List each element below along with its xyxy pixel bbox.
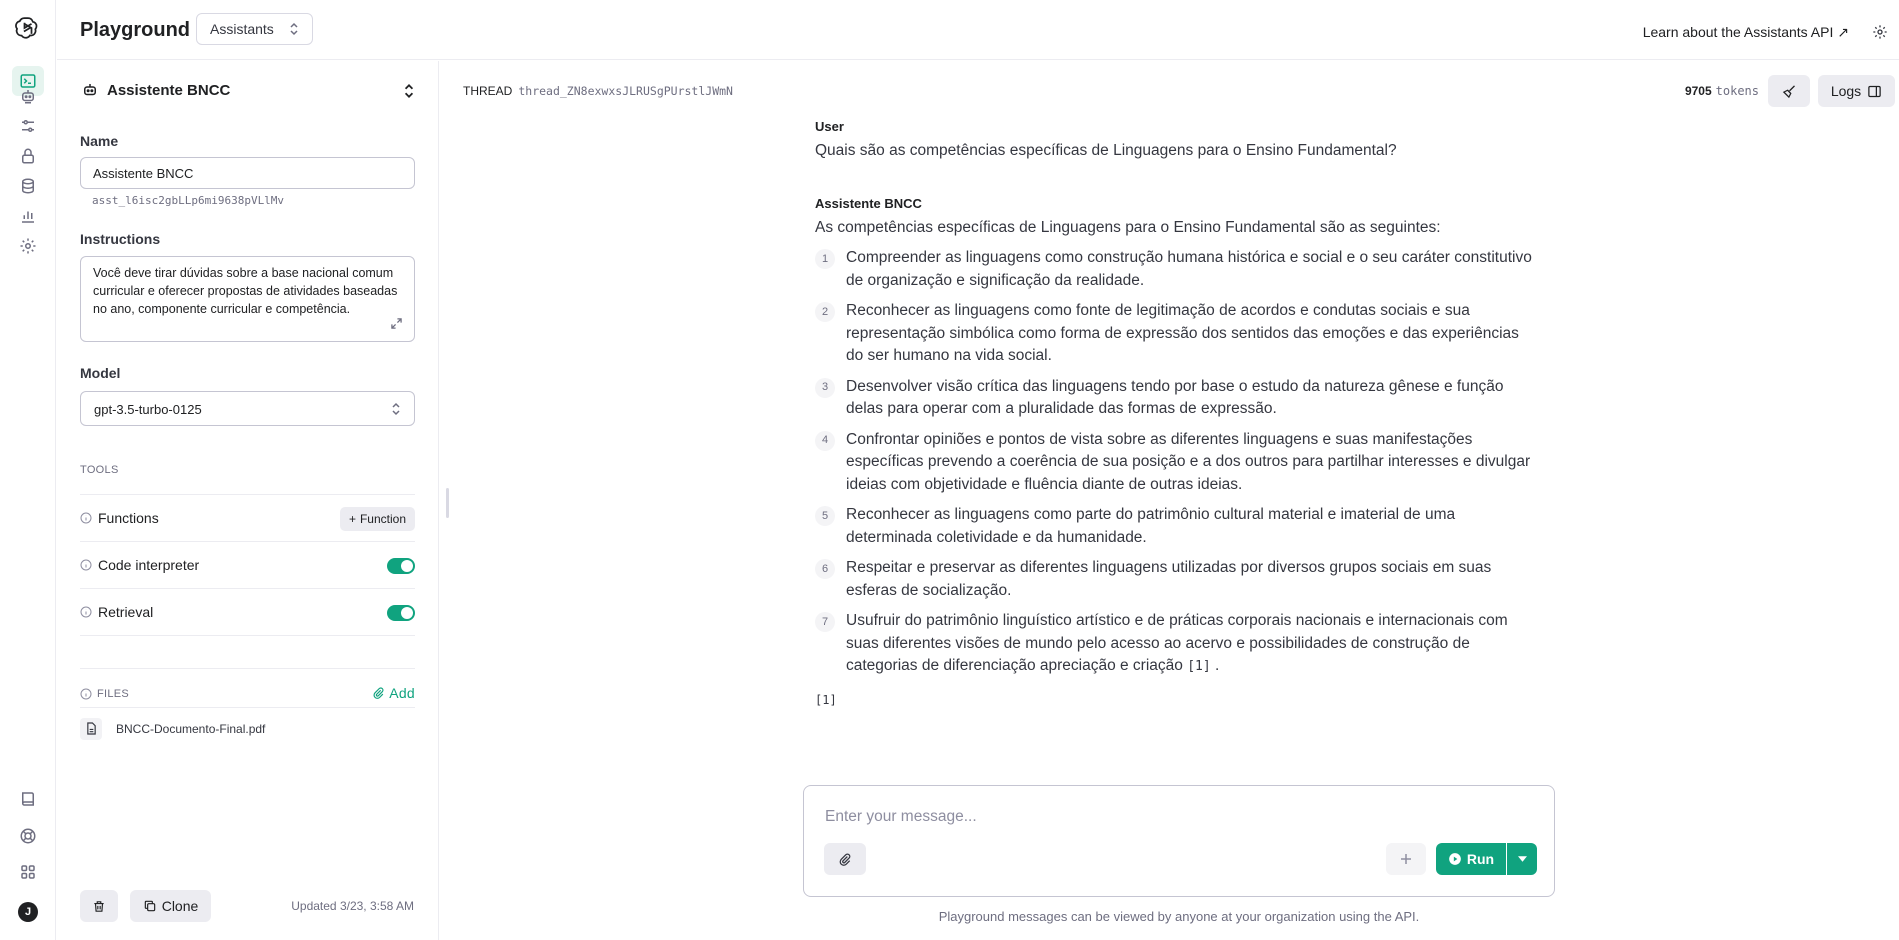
- instructions-text: Você deve tirar dúvidas sobre a base nacional comum curricular e oferecer propostas de atividades baseadas no ano, componente curricular e competência.: [93, 266, 398, 316]
- clone-label: Clone: [161, 898, 199, 914]
- assistant-header-name: Assistente BNCC: [107, 81, 231, 99]
- thread-header: [463, 84, 733, 98]
- attach-file-button[interactable]: [824, 843, 866, 875]
- add-file-label: Add: [389, 685, 415, 701]
- file-icon: [80, 718, 102, 740]
- thread-label: THREAD: [463, 84, 513, 98]
- functions-label: Functions: [98, 510, 159, 526]
- chevron-updown-icon: [390, 402, 402, 416]
- assistant-panel: [57, 61, 439, 940]
- help-lifebuoy-icon[interactable]: [16, 824, 40, 848]
- list-item-text: Usufruir do patrimônio linguístico artístico e de práticas corporais nacionais e internacionais com suas diferentes visões de mundo pelo acesso ao acervo e possibilidades de construção de categorias de diferenciação apreciação e criação: [846, 612, 1508, 674]
- list-item: [815, 504, 1535, 549]
- database-nav-icon[interactable]: [16, 174, 40, 198]
- assistant-message: [815, 196, 1535, 707]
- chart-nav-icon[interactable]: [16, 204, 40, 228]
- instructions-textarea[interactable]: [80, 256, 415, 342]
- run-options-dropdown[interactable]: [1507, 843, 1537, 875]
- list-item-number: 5: [815, 506, 835, 526]
- model-label: Model: [80, 365, 121, 381]
- sidebar-panel-icon: [1867, 84, 1882, 99]
- user-role-label: User: [815, 119, 844, 134]
- clear-thread-button[interactable]: [1768, 75, 1810, 107]
- file-name: BNCC-Documento-Final.pdf: [116, 721, 266, 736]
- privacy-footnote: Playground messages can be viewed by anyone at your organization using the API.: [938, 909, 1420, 924]
- top-header: [57, 0, 1899, 60]
- list-item-text: Reconhecer as linguagens como parte do patrimônio cultural material e imaterial de uma determinada coletividade e da humanidade.: [846, 506, 1456, 546]
- tools-heading: TOOLS: [80, 464, 119, 476]
- list-item-number: 7: [815, 612, 835, 632]
- plus-icon: +: [348, 512, 356, 526]
- run-button[interactable]: [1436, 843, 1506, 875]
- info-icon[interactable]: [80, 512, 92, 524]
- expand-icon[interactable]: [391, 318, 402, 329]
- token-count: [1685, 84, 1759, 98]
- list-item: [815, 300, 1535, 368]
- run-label: Run: [1466, 851, 1495, 867]
- settings-nav-icon[interactable]: [16, 234, 40, 258]
- user-avatar[interactable]: J: [18, 902, 38, 922]
- list-item-text: Respeitar e preservar as diferentes linguagens utilizadas por diversos grupos sociais em suas esferas de socialização.: [846, 559, 1492, 599]
- chevron-updown-icon: [288, 22, 300, 36]
- delete-assistant-button[interactable]: [80, 890, 118, 922]
- add-function-button[interactable]: [340, 507, 415, 531]
- list-item-number: 1: [815, 249, 835, 269]
- token-count-value: 9705: [1684, 84, 1712, 98]
- assistant-id: asst_l6isc2gbLLp6mi9638pVLlMv: [92, 194, 285, 207]
- assistant-intro-text: As competências específicas de Linguagens para o Ensino Fundamental são as seguintes:: [815, 219, 1441, 236]
- apps-grid-icon[interactable]: [16, 860, 40, 884]
- assistant-selector[interactable]: [81, 81, 230, 99]
- updated-timestamp: Updated 3/23, 3:58 AM: [291, 899, 414, 913]
- retrieval-label: Retrieval: [98, 604, 154, 620]
- thread-id[interactable]: thread_ZN8exwxsJLRUSgPUrstlJWmN: [518, 84, 733, 98]
- list-item: [815, 429, 1535, 497]
- list-item-text: Reconhecer as linguagens como fonte de legitimação de acordos e condutas sociais e sua representação simbólica como forma de expressão dos sentidos das emoções e das experiências do ser humano na vida social.: [846, 302, 1519, 364]
- gear-icon[interactable]: [1872, 24, 1888, 40]
- add-file-button[interactable]: [372, 685, 415, 701]
- assistant-role-label: Assistente BNCC: [815, 196, 922, 211]
- list-item-number: 2: [815, 302, 835, 322]
- clone-button[interactable]: [130, 890, 211, 922]
- lock-nav-icon[interactable]: [16, 144, 40, 168]
- file-item[interactable]: [80, 707, 415, 749]
- citation-footnote[interactable]: [1]: [815, 692, 837, 707]
- mode-selector[interactable]: [196, 13, 313, 45]
- icon-rail: [0, 0, 56, 940]
- divider: [80, 635, 415, 636]
- model-select-value: gpt-3.5-turbo-0125: [94, 402, 202, 417]
- model-select[interactable]: [80, 391, 415, 426]
- name-label: Name: [80, 133, 119, 149]
- copy-icon: [143, 899, 157, 913]
- logs-label: Logs: [1830, 83, 1862, 99]
- message-list: [815, 119, 1535, 707]
- list-item-text: Compreender as linguagens como construção humana histórica e social e o seu caráter constitutivo de organização e significação da realidade.: [846, 249, 1532, 289]
- list-item-text: Desenvolver visão crítica das linguagens tendo por base o estudo da natureza gênese e função delas para operar com a pluralidade das formas de expressão.: [846, 377, 1504, 417]
- broom-icon: [1782, 84, 1797, 99]
- paperclip-icon: [372, 686, 385, 700]
- play-circle-icon: [1448, 852, 1462, 866]
- learn-assistants-api-link[interactable]: Learn about the Assistants API ↗: [1642, 24, 1849, 40]
- list-item: 7 Usufruir do patrimônio linguístico artístico e de práticas corporais nacionais e internacionais com suas diferentes visões de mundo pelo acesso ao acervo e possibilidades de construção de categorias de diferenciação apreciação e criação [1] .: [815, 610, 1535, 679]
- tool-row-retrieval: [80, 588, 415, 635]
- chevron-updown-icon[interactable]: [402, 83, 416, 99]
- docs-book-icon[interactable]: [16, 787, 40, 811]
- caret-down-icon: [1518, 856, 1527, 862]
- plus-icon: [1400, 853, 1412, 865]
- files-heading: FILES: [97, 687, 130, 700]
- logs-button[interactable]: [1818, 75, 1895, 107]
- openai-logo-icon[interactable]: [14, 14, 42, 42]
- competencies-list: [815, 247, 1535, 679]
- instructions-label: Instructions: [80, 231, 161, 247]
- bot-nav-icon[interactable]: [16, 84, 40, 108]
- list-item-number: 6: [815, 559, 835, 579]
- list-item: [815, 557, 1535, 602]
- info-icon[interactable]: [80, 559, 92, 571]
- message-composer: [803, 785, 1555, 897]
- list-item: [815, 247, 1535, 292]
- token-count-unit: tokens: [1715, 84, 1759, 98]
- info-icon[interactable]: [80, 688, 92, 700]
- list-item-number: 3: [815, 378, 835, 398]
- list-item-text: Confrontar opiniões e pontos de vista sobre as diferentes linguagens e suas manifestações específicas prevendo a coerência de sua posição e a dos outros para partilhar interesses e divulgar ideias com objetividade e fluência diante de outras ideias.: [846, 430, 1531, 493]
- user-message-text: Quais são as competências específicas de Linguagens para o Ensino Fundamental?: [815, 142, 1397, 159]
- name-input[interactable]: Assistente BNCC: [80, 157, 415, 189]
- user-message: [815, 119, 1535, 162]
- sliders-nav-icon[interactable]: [16, 114, 40, 138]
- code-interpreter-label: Code interpreter: [98, 557, 200, 573]
- list-item-number: 4: [815, 431, 835, 451]
- trash-icon: [92, 899, 106, 914]
- message-input[interactable]: Enter your message...: [825, 808, 977, 825]
- info-icon[interactable]: [80, 606, 92, 618]
- inline-citation[interactable]: [1]: [1187, 659, 1211, 674]
- thread-area: [440, 61, 1899, 940]
- list-item: [815, 376, 1535, 421]
- tool-row-code-interpreter: [80, 541, 415, 588]
- add-message-button[interactable]: [1386, 843, 1426, 875]
- robot-icon: [81, 81, 99, 99]
- mode-selector-value: Assistants: [210, 21, 274, 37]
- add-function-label: Function: [359, 512, 406, 526]
- page-title: Playground: [80, 19, 191, 41]
- retrieval-toggle[interactable]: [387, 605, 415, 621]
- paperclip-icon: [838, 852, 852, 867]
- code-interpreter-toggle[interactable]: [387, 558, 415, 574]
- tool-row-functions: [80, 494, 415, 541]
